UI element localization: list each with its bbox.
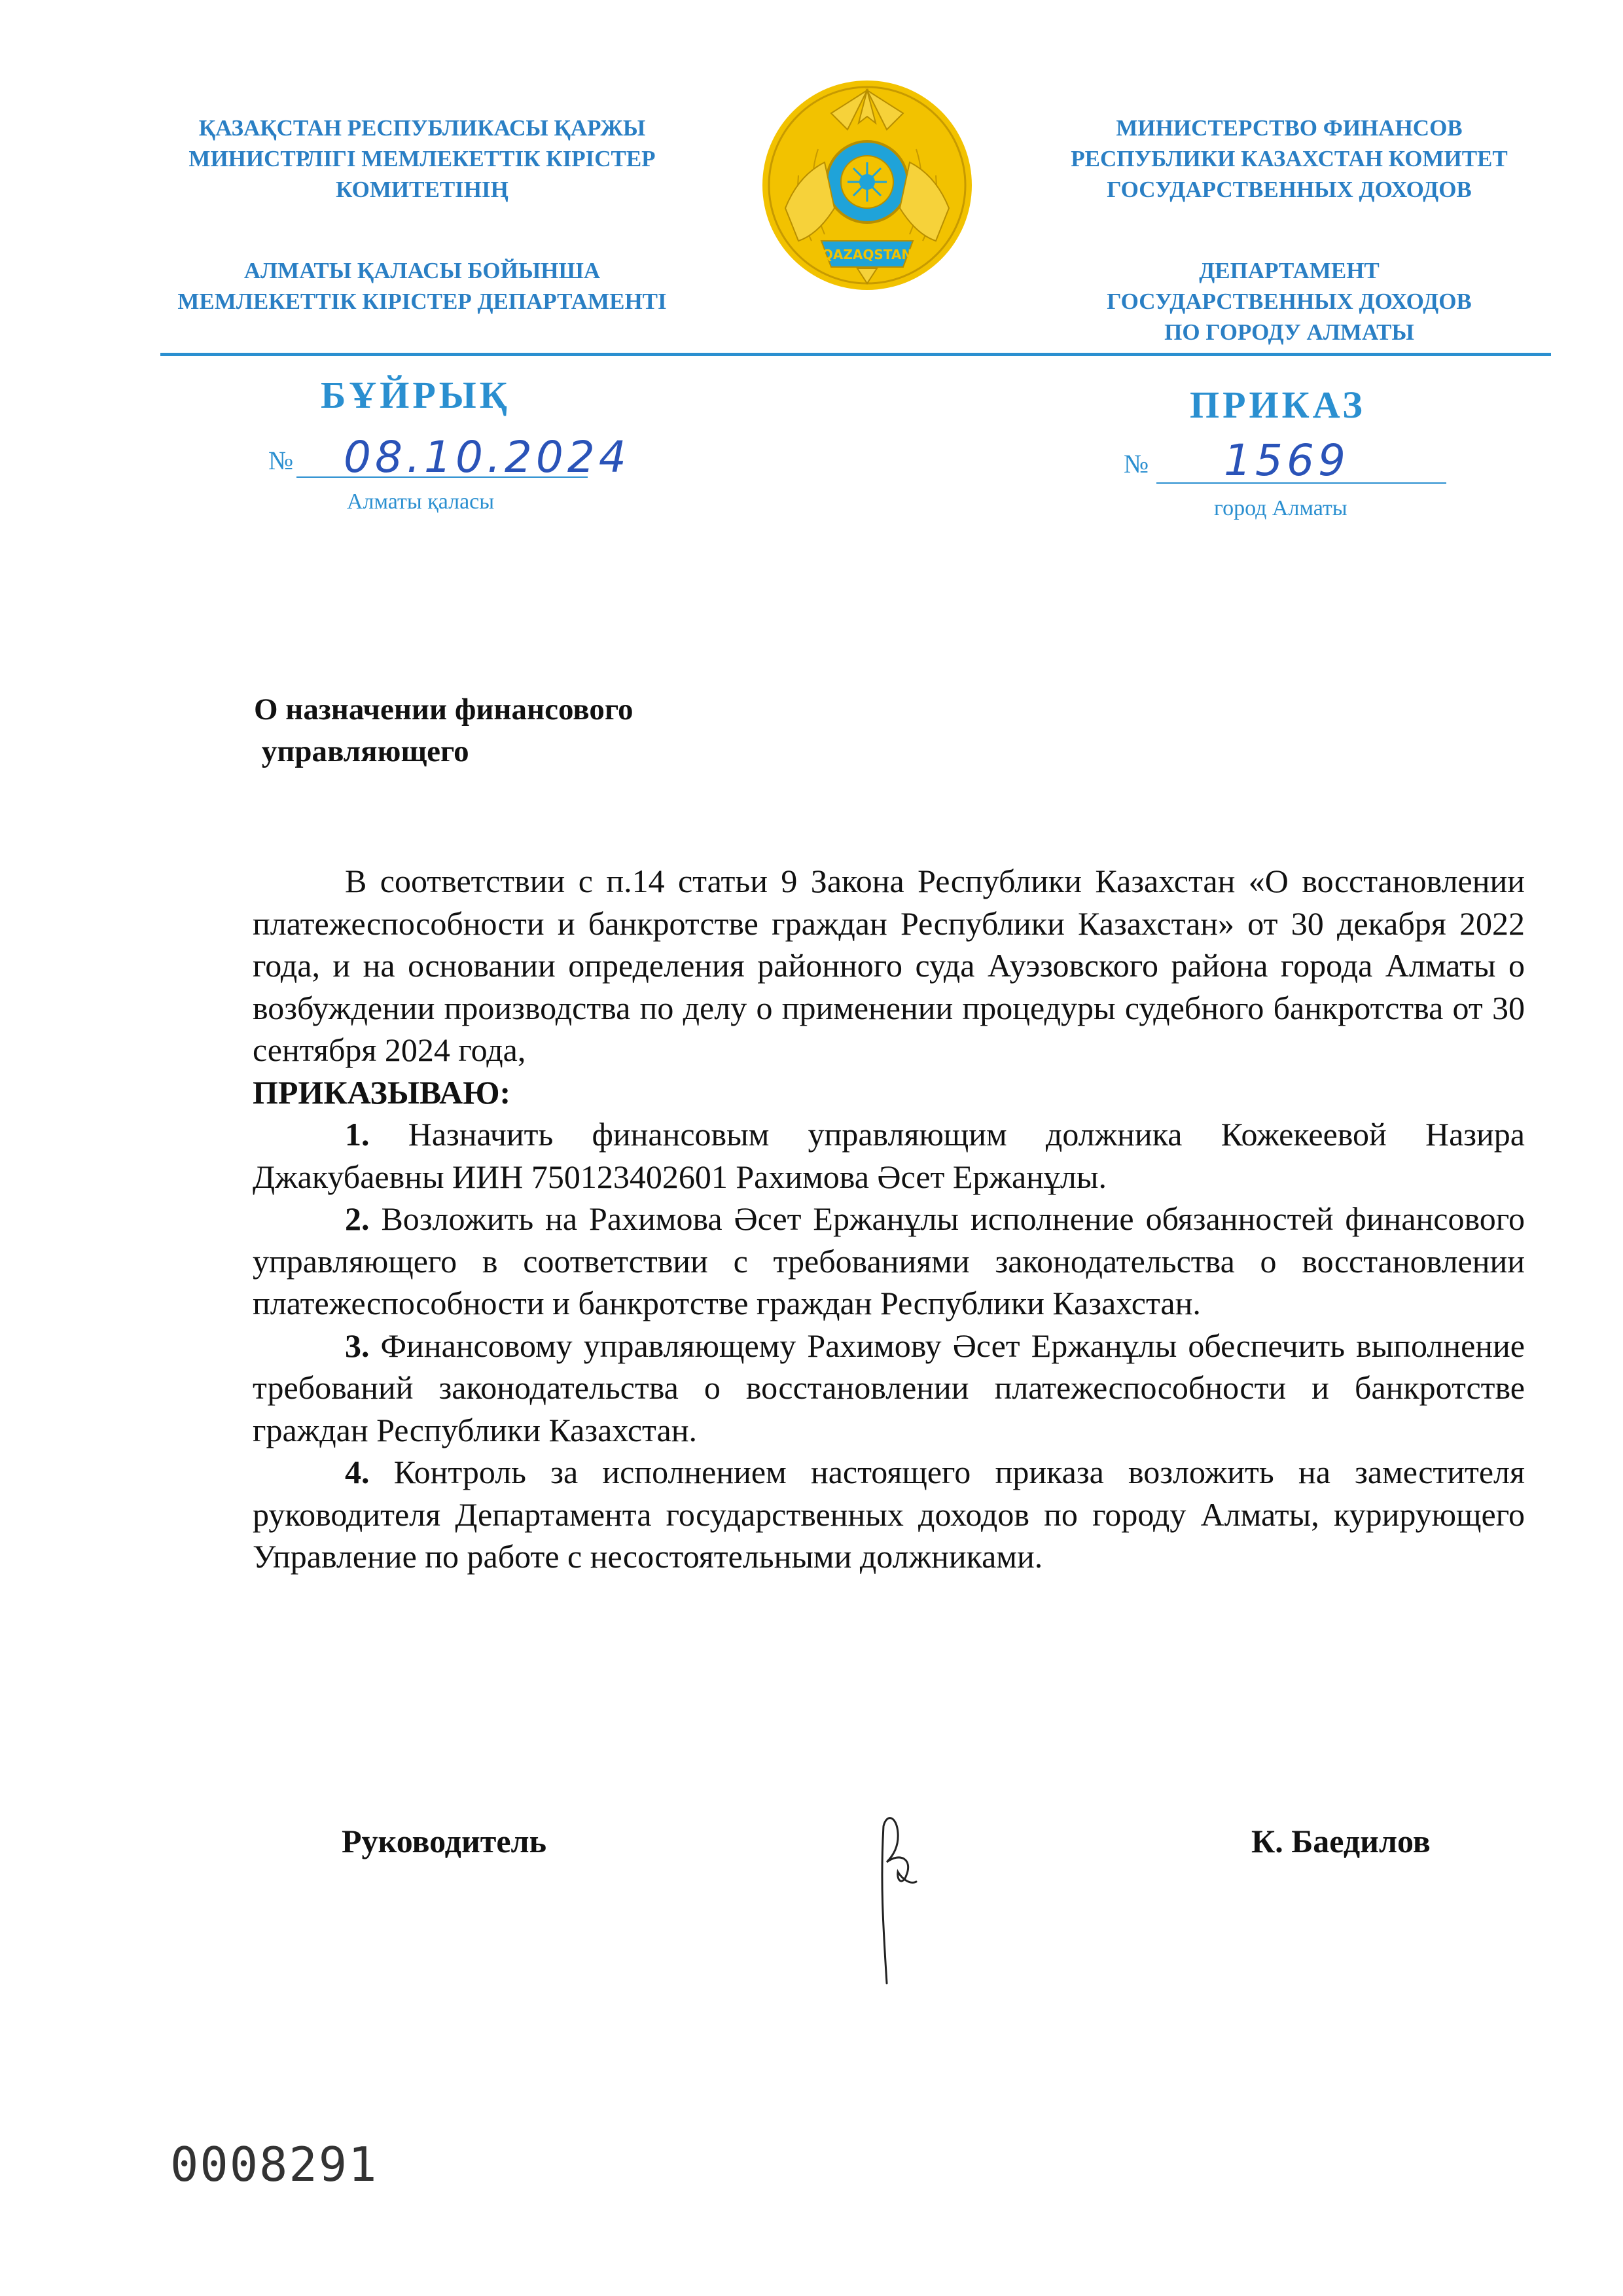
item-text: Контроль за исполнением настоящего приказа возложить на заместителя руководителя Департамента государственных доходов по городу Алматы, курирующего Управление по работе с несостоятельными должниками. [253,1454,1525,1575]
signatory-title: Руководитель [342,1823,547,1859]
emblem-text: QAZAQSTAN [821,247,913,262]
signatory-name: К. Баедилов [1251,1823,1431,1859]
item-number: 3. [345,1327,370,1364]
ru-org-line: МИНИСТЕРСТВО ФИНАНСОВ [1116,115,1463,141]
kz-dept-line: МЕМЛЕКЕТТІК КІРІСТЕР ДЕПАРТАМЕНТІ [177,289,667,314]
order-item [253,1113,1525,1198]
kz-organization-header [137,113,707,317]
item-text: Назначить финансовым управляющим должника Кожекеевой Назира Джакубаевны ИИН 750123402601 Рахимова Әсет Ержанұлы. [253,1116,1525,1195]
kz-number-sign: № [268,446,294,475]
intro-paragraph: В соответствии с п.14 статьи 9 Закона Республики Казахстан «О восстановлении платежеспособности и банкротстве граждан Республики Казахстан» от 30 декабря 2022 года, и на основании определения районного суда Ауэзовского района города Алматы о возбуждении производства по делу о применении процедуры судебного банкротства от 30 сентября 2024 года, [253,863,1525,1068]
ru-dept-line: ДЕПАРТАМЕНТ [1199,258,1380,283]
kz-org-line: КОМИТЕТІНІҢ [336,177,508,202]
ru-number-sign: № [1124,449,1149,478]
item-text: Финансовому управляющему Рахимову Әсет Ержанұлы обеспечить выполнение требований законодательства о восстановлении платежеспособности и банкротстве граждан Республики Казахстан. [253,1327,1525,1448]
item-number: 1. [345,1116,370,1153]
order-subject [254,689,633,772]
header-divider [160,353,1551,356]
kz-org-line: ҚАЗАҚСТАН РЕСПУБЛИКАСЫ ҚАРЖЫ [198,115,646,141]
kz-dept-line: АЛМАТЫ ҚАЛАСЫ БОЙЫНША [243,258,601,283]
item-text: Возложить на Рахимова Әсет Ержанұлы исполнение обязанностей финансового управляющего в соответствии с требованиями законодательства о восстановлении платежеспособности и банкротстве граждан Республики Казахстан. [253,1200,1525,1321]
handwritten-signature [851,1787,949,2022]
kz-document-type: БҰЙРЫҚ [321,374,510,416]
order-item [253,1198,1525,1325]
order-item [253,1325,1525,1452]
ru-dept-line: ПО ГОРОДУ АЛМАТЫ [1164,319,1414,345]
ru-org-line: ГОСУДАРСТВЕННЫХ ДОХОДОВ [1107,177,1472,202]
order-body [253,860,1525,1578]
kazakhstan-state-emblem-icon [759,77,975,293]
item-number: 2. [345,1200,370,1237]
order-word-text: ПРИКАЗЫВАЮ: [253,1073,511,1111]
handwritten-order-number: 1569 [1224,435,1349,486]
item-number: 4. [345,1454,370,1490]
kz-org-line: МИНИСТРЛІГІ МЕМЛЕКЕТТІК КІРІСТЕР [188,146,656,171]
ru-document-type: ПРИКАЗ [1190,384,1366,426]
handwritten-date: 08.10.2024 [344,432,630,482]
subject-line: О назначении финансового [254,692,633,726]
ru-city-label: город Алматы [1214,496,1347,520]
ru-dept-line: ГОСУДАРСТВЕННЫХ ДОХОДОВ [1107,289,1472,314]
ru-organization-header [1021,113,1558,348]
subject-line: управляющего [254,734,469,768]
serial-number: 0008291 [170,2137,378,2192]
kz-city-label: Алматы қаласы [347,490,495,514]
ru-org-line: РЕСПУБЛИКИ КАЗАХСТАН КОМИТЕТ [1071,146,1508,171]
order-word [253,1071,1525,1114]
order-item [253,1451,1525,1578]
